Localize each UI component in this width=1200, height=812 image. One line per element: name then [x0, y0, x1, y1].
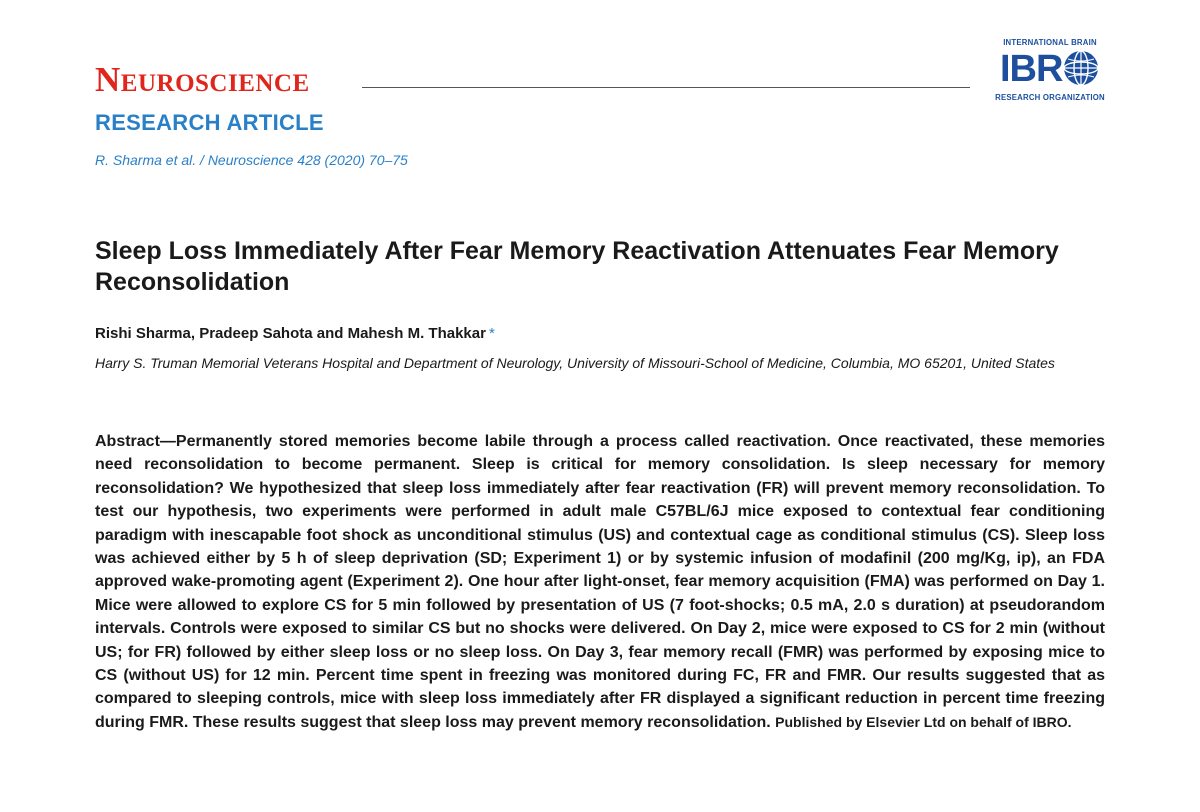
- ibro-logo-bottom-text: RESEARCH ORGANIZATION: [995, 93, 1105, 102]
- article-type: RESEARCH ARTICLE: [95, 110, 324, 135]
- corresponding-author-mark[interactable]: *: [488, 325, 495, 342]
- publisher-note: Published by Elsevier Ltd on behalf of IBRO.: [775, 713, 1072, 730]
- header-rule: [362, 87, 970, 88]
- citation-link[interactable]: R. Sharma et al. / Neuroscience 428 (2020) 70–75: [95, 152, 408, 168]
- globe-icon: [1062, 49, 1100, 87]
- journal-logo: [95, 62, 310, 97]
- author-names: Rishi Sharma, Pradeep Sahota and Mahesh M. Thakkar: [95, 325, 486, 342]
- ibro-logo-mark: [994, 48, 1106, 92]
- journal-logo-rest: EUROSCIENCE: [120, 70, 310, 97]
- author-list: [95, 325, 495, 342]
- author-affiliation: Harry S. Truman Memorial Veterans Hospital and Department of Neurology, University of Missouri-School of Medicine, Columbia, MO 65201, United States: [95, 355, 1055, 371]
- ibro-logo-letters: IBR: [1000, 48, 1063, 90]
- ibro-logo: [994, 38, 1106, 104]
- abstract-text: Abstract—Permanently stored memories become labile through a process called reactivation. Once reactivated, these memories need reconsolidation to become permanent. Sleep is critical for memory consolidation. Is sleep necessary for memory reconsolidation? We hypothesized that sleep loss immediately after fear reactivation (FR) will prevent memory reconsolidation. To test our hypothesis, two experiments were performed in adult male C57BL/6J mice exposed to contextual fear conditioning paradigm with inescapable foot shock as unconditional stimulus (US) and contextual cage as conditional stimulus (CS). Sleep loss was achieved either by 5 h of sleep deprivation (SD; Experiment 1) or by systemic infusion of modafinil (200 mg/Kg, ip), an FDA approved wake-promoting agent (Experiment 2). One hour after light-onset, fear memory acquisition (FMA) was performed on Day 1. Mice were allowed to explore CS for 5 min followed by presentation of US (7 foot-shocks; 0.5 mA, 2.0 s duration) at pseudorandom intervals. Controls were exposed to similar CS but no shocks were delivered. On Day 2, mice were exposed to CS for 2 min (without US; for FR) followed by either sleep loss or no sleep loss. On Day 3, fear memory recall (FMR) was performed by exposing mice to CS (without US) for 12 min. Percent time spent in freezing was monitored during FC, FR and FMR. Our results suggested that as compared to sleeping controls, mice with sleep loss immediately after FR displayed a significant reduction in percent time freezing during FMR. These results suggest that sleep loss may prevent memory reconsolidation.: [95, 433, 1105, 731]
- abstract: [95, 430, 1105, 734]
- ibro-logo-top-text: INTERNATIONAL BRAIN: [1003, 38, 1097, 47]
- article-title: Sleep Loss Immediately After Fear Memory Reactivation Attenuates Fear Memory Reconsolidation: [95, 237, 1059, 296]
- journal-logo-initial: N: [95, 60, 121, 99]
